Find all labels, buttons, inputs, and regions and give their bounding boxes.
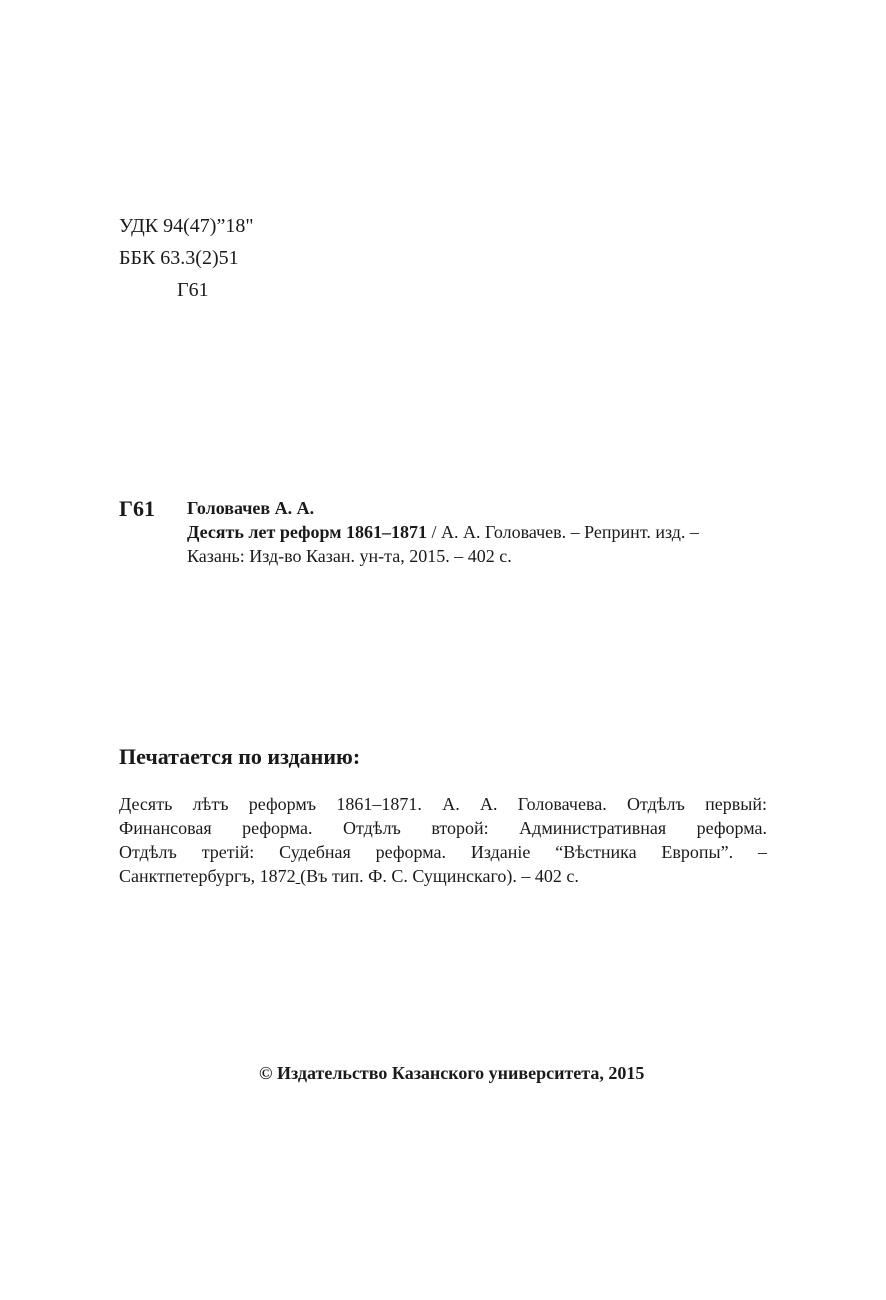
udk-index: УДК 94(47)”18" bbox=[119, 215, 254, 237]
author-mark-top: Г61 bbox=[177, 279, 209, 301]
source-line-last-start: Санктпетербургъ, 1872 bbox=[119, 866, 296, 886]
bib-title-line bbox=[187, 520, 787, 544]
bbk-index: ББК 63.3(2)51 bbox=[119, 247, 239, 269]
source-heading: Печатается по изданию: bbox=[119, 744, 361, 769]
source-line-last bbox=[119, 864, 767, 888]
source-line: Финансовая реформа. Отдѣлъ второй: Административная реформа. bbox=[119, 818, 767, 838]
copyright-notice: © Издательство Казанского университета, 2015 bbox=[259, 1063, 645, 1083]
bibliographic-record bbox=[187, 496, 787, 568]
source-line: Отдѣлъ третій: Судебная реформа. Изданіе “Вѣстника Европы”. – bbox=[119, 842, 767, 862]
source-line-last-end: (Въ тип. Ф. С. Сущинскаго). – 402 с. bbox=[300, 866, 579, 886]
author-mark: Г61 bbox=[119, 496, 155, 521]
source-line: Десять лѣтъ реформъ 1861–1871. А. А. Головачева. Отдѣлъ первый: bbox=[119, 794, 767, 814]
bib-title: Десять лет реформ 1861–1871 bbox=[187, 522, 428, 542]
bib-imprint: Казань: Изд-во Казан. ун-та, 2015. – 402 с. bbox=[187, 546, 512, 566]
bib-responsibility: / А. А. Головачев. – Репринт. изд. – bbox=[427, 522, 699, 542]
classification-block bbox=[119, 210, 253, 306]
bib-author: Головачев А. А. bbox=[187, 498, 315, 518]
source-edition-text bbox=[119, 792, 767, 888]
